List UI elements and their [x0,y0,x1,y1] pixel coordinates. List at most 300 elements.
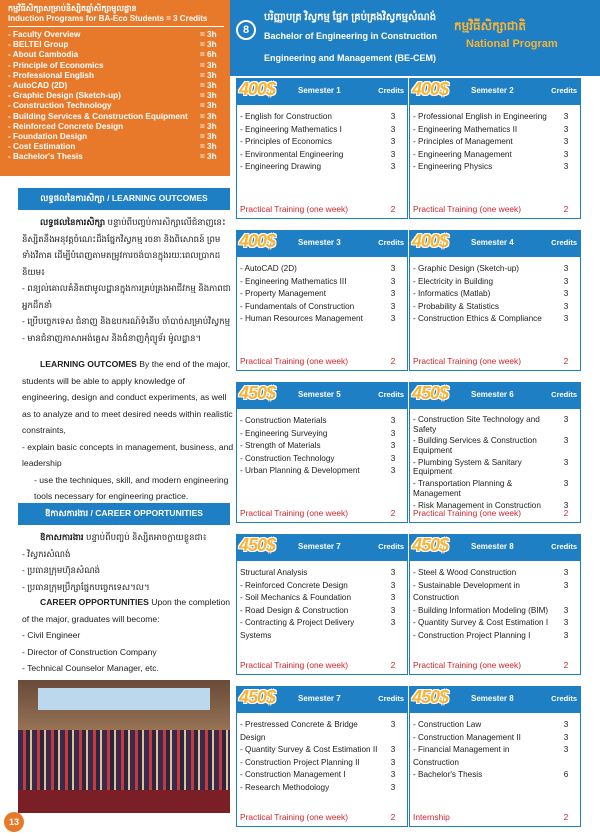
course-name: - English for Construction [240,112,332,121]
course-credits: 6 [563,770,569,780]
course-row [410,732,580,745]
course-name: - Prestressed Concrete & Bridge Design [240,720,358,742]
semester-body [236,561,408,675]
course-name: - Contracting & Project Delivery Systems [240,618,355,640]
course-row [237,605,407,618]
course-credits: 3 [390,124,396,134]
career-en-item: - Director of Construction Company [22,646,157,657]
semester-header [409,534,581,561]
course-credits: 3 [390,770,396,780]
semester-price: 450$ [239,535,276,555]
induction-item [8,101,224,111]
course-credits: 3 [390,428,396,438]
course-name: - Transportation Planning & Management [413,479,513,498]
program-number-badge: 8 [236,20,256,40]
credits-label: Credits [378,238,404,247]
induction-item-name: - Construction Technology [8,101,112,111]
course-row [410,111,580,124]
course-name: - Strength of Materials [240,441,321,451]
semester-box [236,534,408,675]
semester-box [236,686,408,827]
course-name: - Reinforced Concrete Design [240,580,348,590]
course-credits: 3 [563,301,569,311]
course-credits: 3 [390,137,396,147]
course-credits: 3 [563,415,569,424]
practical-name: Practical Training (one week) [413,508,521,518]
photo-graduates [18,730,230,790]
induction-item-hours: = 3h [200,132,217,142]
semester-body [236,257,408,371]
career-opportunities-en [22,594,234,677]
semester-label: Semester 2 [471,86,514,95]
course-credits: 3 [563,500,569,510]
course-credits: 3 [563,568,569,577]
course-credits: 3 [390,466,396,476]
course-name: - Building Services & Construction Equipment [413,436,537,455]
course-row [237,124,407,137]
career-en-item: - Technical Counselor Manager, etc. [22,663,159,673]
practical-name: Practical Training (one week) [240,204,348,214]
induction-item [8,81,224,91]
induction-item-hours: = 3h [200,111,217,121]
induction-item-hours: = 3h [200,30,217,39]
semester-box [409,230,581,371]
semester-price: 400$ [412,79,449,99]
practical-name: Practical Training (one week) [413,204,521,214]
course-credits: 3 [390,568,396,577]
semester-label: Semester 8 [471,542,514,551]
course-name: - Quantity Survey & Cost Estimation I [413,618,549,628]
course-row [410,769,580,782]
course-credits: 3 [390,580,396,590]
semester-label: Semester 8 [471,694,514,703]
course-credits: 3 [390,782,396,792]
induction-item [8,122,224,132]
practical-credits: 2 [390,356,396,366]
course-row [237,465,407,478]
semester-price: 450$ [239,383,276,403]
induction-item-name: - Graphic Design (Sketch-up) [8,91,121,101]
induction-item-name: - Faculty Overview [8,30,81,39]
course-list [410,257,580,326]
career-kh-lead: ឱកាសការងារ [40,532,84,542]
course-row [410,313,580,326]
course-row [237,580,407,593]
course-credits: 3 [390,301,396,311]
course-name: - Bachelor's Thesis [413,770,483,780]
practical-training-row [240,812,407,822]
induction-item-hours: = 3h [200,152,217,162]
practical-credits: 2 [563,660,569,670]
course-name: - AutoCAD (2D) [240,264,297,273]
practical-training-row [413,508,580,518]
induction-item-name: - AutoCAD (2D) [8,81,68,91]
graduation-photo [18,680,230,813]
national-program-kh: កម្មវិធីសិក្សាជាតិ [454,19,526,33]
practical-name: Practical Training (one week) [240,356,348,366]
course-row [410,161,580,174]
induction-item-name: - About Cambodia [8,50,79,60]
course-name: - Property Management [240,289,327,299]
practical-credits: 2 [563,812,569,822]
course-credits: 3 [563,436,569,446]
practical-training-row [413,356,580,366]
course-row [237,136,407,149]
course-name: - Road Design & Construction [240,605,349,615]
course-row [410,136,580,149]
induction-item [8,91,224,101]
photo-banner [38,688,210,710]
semester-header [236,382,408,409]
induction-item [8,112,224,122]
induction-divider [8,26,224,27]
semester-header [236,78,408,105]
course-list [410,713,580,782]
course-name: - Construction Management I [240,770,346,780]
course-credits: 3 [563,457,569,467]
course-list [410,105,580,174]
program-title-en: Bachelor of Engineering in Construction [264,31,438,41]
semester-label: Semester 5 [298,390,341,399]
induction-item-name: - Bachelor's Thesis [8,152,83,162]
course-name: - Research Methodology [240,782,330,792]
program-title-en-line-2: Engineering and Management (BE-CEM) [264,53,437,63]
course-name: - Engineering Mathematics III [240,276,347,286]
course-row [237,288,407,301]
learning-outcomes-en-item: - use the techniques, skill, and modern engineering tools necessary for engineering practice. [34,474,229,501]
learning-outcomes-kh [22,214,234,346]
career-en-lead: CAREER OPPORTUNITIES [40,597,149,607]
course-row [237,276,407,289]
credits-label: Credits [378,694,404,703]
course-row [410,479,580,498]
career-kh-line: - វិស្វករសំណង់ [22,548,71,559]
semester-label: Semester 4 [471,238,514,247]
induction-item [8,40,224,50]
semester-box [409,534,581,675]
course-row [237,617,407,642]
course-row [410,719,580,732]
induction-item-hours: = 3h [200,40,217,50]
practical-training-row [240,204,407,214]
course-row [237,757,407,770]
course-credits: 3 [563,289,569,299]
credits-label: Credits [551,694,577,703]
course-list [237,409,407,478]
course-name: - Principles of Management [413,137,513,147]
induction-item-name: - Professional English [8,70,94,80]
induction-item-hours: = 3h [200,142,217,152]
practical-name: Practical Training (one week) [240,660,348,670]
course-list [237,713,407,795]
course-row [410,149,580,162]
induction-item-hours: = 3h [200,101,217,111]
course-row [410,301,580,314]
national-program-en: National Program [466,38,558,50]
course-credits: 3 [563,314,569,324]
induction-item [8,50,224,60]
career-kh-line: បន្ទាប់ពីបញ្ចប់ និស្សិតអាចក្លាយខ្លួនជា៖ [83,532,207,542]
course-row [237,782,407,795]
course-row [237,592,407,605]
course-name: Structural Analysis [240,568,308,577]
induction-title-en: Induction Programs for BA-Eco Students = 3 Credits [8,14,208,23]
practical-training-row [240,660,407,670]
course-name: - Engineering Surveying [240,428,328,438]
course-row [237,453,407,466]
course-credits: 3 [390,757,396,767]
course-row [237,719,407,744]
course-name: - Construction Project Planning I [413,630,531,640]
induction-item [8,71,224,81]
induction-item-hours: = 3h [200,60,217,70]
course-name: - Urban Planning & Development [240,466,360,476]
credits-label: Credits [378,542,404,551]
course-credits: 3 [563,720,569,729]
course-row [410,605,580,618]
practical-training-row [413,812,580,822]
credits-label: Credits [551,238,577,247]
semester-body [409,257,581,371]
career-kh-line: - ប្រធានក្រុមហ៊ុនសំណង់ [22,565,101,575]
induction-programs-box [0,0,230,176]
learning-outcomes-heading: លទ្ធផលនៃការសិក្សា / LEARNING OUTCOMES [18,188,230,210]
induction-item-hours: = 3h [200,121,217,131]
learning-outcomes-en [22,356,234,505]
course-name: - Human Resources Management [240,314,363,324]
induction-item [8,142,224,152]
course-name: - Informatics (Matlab) [413,289,491,299]
course-list [237,561,407,643]
course-name: - Risk Management in Construction [413,500,541,510]
induction-item-name: - Foundation Design [8,132,88,142]
practical-credits: 2 [390,812,396,822]
course-credits: 3 [563,124,569,134]
course-row [410,124,580,137]
semester-price: 400$ [239,231,276,251]
practical-name: Practical Training (one week) [240,508,348,518]
semester-price: 450$ [239,687,276,707]
course-list [237,105,407,174]
course-name: - Financial Management in Construction [413,745,510,767]
course-name: - Building Information Modeling (BIM) [413,605,549,615]
semester-box [236,382,408,523]
course-credits: 3 [390,441,396,451]
credits-label: Credits [551,390,577,399]
practical-credits: 2 [390,508,396,518]
semester-body [409,105,581,219]
semester-body [236,713,408,827]
course-credits: 3 [563,580,569,590]
course-name: - Construction Law [413,720,482,729]
practical-training-row [240,356,407,366]
course-credits: 3 [563,479,569,489]
learning-outcomes-en-lead: LEARNING OUTCOMES [40,359,137,369]
career-opportunities-heading: ឱកាសការងារ / CAREER OPPORTUNITIES [18,503,230,525]
course-name: - Construction Technology [240,453,335,463]
course-name: - Environmental Engineering [240,149,344,159]
course-name: - Electricity in Building [413,276,494,286]
induction-item [8,61,224,71]
induction-list [8,30,224,163]
course-name: - Engineering Management [413,149,512,159]
practical-credits: 2 [563,204,569,214]
induction-title-kh: កម្មវិធីសិក្សាសម្រាប់និស្សិតឆ្នាំសិក្សាមូលដ្ឋាន [8,4,137,13]
course-name: - Construction Management II [413,732,521,742]
semester-header [236,534,408,561]
semester-header [409,78,581,105]
course-credits: 3 [390,276,396,286]
course-row [237,744,407,757]
course-row [410,617,580,630]
course-name: - Engineering Mathematics II [413,124,518,134]
course-row [237,769,407,782]
course-row [237,567,407,580]
semester-box [409,78,581,219]
practical-name: Internship [413,812,450,822]
semester-box [409,686,581,827]
course-row [410,288,580,301]
course-row [237,313,407,326]
career-en-item: - Civil Engineer [22,630,81,640]
career-en-text: Upon the completion of the major, graduates will become: [22,597,231,624]
semester-body [236,105,408,219]
induction-item-name: - Cost Estimation [8,142,76,152]
semester-price: 400$ [239,79,276,99]
semester-box [409,382,581,523]
course-credits: 3 [390,605,396,615]
course-credits: 3 [390,264,396,273]
course-name: - Quantity Survey & Cost Estimation II [240,745,378,755]
course-row [237,111,407,124]
semester-label: Semester 6 [471,390,514,399]
career-kh-line: - ប្រធានក្រុមប្រឹក្សាផ្នែកបច្ចេកទេស។ល។ [22,581,150,592]
course-name: - Construction Ethics & Compliance [413,314,542,324]
course-row [410,263,580,276]
induction-item [8,132,224,142]
induction-item [8,152,224,162]
course-credits: 3 [563,162,569,172]
program-title-kh: បរិញ្ញាបត្រ វិស្វកម្ម ផ្នែក គ្រប់គ្រងវិស្វកម្មសំណង់ [264,12,437,23]
course-credits: 3 [563,276,569,286]
learning-outcomes-kh-line: - មានជំនាញភាសាអង់គ្លេស និងជំនាញកុំព្យូទ័រ ម៉ូលដ្ឋាន។ [22,332,202,343]
induction-item-name: - BELTEI Group [8,40,69,50]
course-credits: 3 [563,618,569,628]
course-name: - Construction Site Technology and Safety [413,415,540,434]
practical-credits: 2 [563,508,569,518]
course-row [237,415,407,428]
practical-training-row [413,660,580,670]
semester-label: Semester 7 [298,542,341,551]
semester-header [409,230,581,257]
course-row [237,149,407,162]
practical-training-row [240,508,407,518]
learning-outcomes-en-text: By the end of the major, students will be able to apply knowledge of engineering, design and conduct experiments, as well as to analyze and to meet desired needs within realistic constraints, [22,359,233,435]
credits-label: Credits [378,390,404,399]
course-row [410,630,580,643]
practical-name: Practical Training (one week) [240,812,348,822]
semester-price: 450$ [412,383,449,403]
page-number: 13 [4,812,24,832]
semester-label: Semester 7 [298,694,341,703]
practical-credits: 2 [390,204,396,214]
semester-body [236,409,408,523]
practical-credits: 2 [390,660,396,670]
semester-body [409,713,581,827]
course-credits: 3 [563,605,569,615]
induction-item-name: - Reinforced Concrete Design [8,121,124,131]
induction-item-name: - Principle of Economics [8,60,104,70]
course-credits: 3 [390,745,396,755]
course-row [410,458,580,477]
course-credits: 3 [563,264,569,273]
credits-label: Credits [378,86,404,95]
semester-price: 450$ [412,687,449,707]
course-row [410,744,580,769]
credits-label: Credits [551,86,577,95]
course-list [237,257,407,326]
course-name: - Plumbing System & Sanitary Equipment [413,457,522,477]
course-row [237,161,407,174]
course-name: - Fundamentals of Construction [240,301,355,311]
course-credits: 3 [390,289,396,299]
course-name: - Sustainable Development in Construction [413,580,520,603]
course-credits: 3 [563,732,569,742]
credits-label: Credits [551,542,577,551]
practical-credits: 2 [563,356,569,366]
course-name: - Graphic Design (Sketch-up) [413,264,520,273]
course-credits: 3 [390,593,396,603]
semester-header [236,686,408,713]
course-name: - Construction Materials [240,416,327,425]
course-name: - Engineering Mathematics I [240,124,342,134]
learning-outcomes-kh-line: បន្ទាប់ពីបញ្ចប់ការសិក្សាលើជំនាញនេះ និស្សិតនឹងអនុវត្តចំណេះដឹងផ្នែកវិស្វកម្ម រចនា និងពិសោធន៍ ព្រមទាំងវិភាគ ដើម្បីបំពេញតាមតម្រូវការចង់បានក្នុងរយៈពេលប្រាកដនិយម៖ [22,217,226,277]
learning-outcomes-kh-line: - ប្រើបច្ចេកទេស ជំនាញ និងឧបករណ៍ទំនើប ចាំបាច់សម្រាប់វិស្វកម្ម [22,316,231,326]
semester-box [236,230,408,371]
semester-label: Semester 3 [298,238,341,247]
course-name: - Steel & Wood Construction [413,568,517,577]
course-row [410,276,580,289]
course-credits: 3 [390,453,396,463]
semester-body [409,409,581,523]
practical-name: Practical Training (one week) [413,356,521,366]
induction-item-hours: = 6h [200,50,217,60]
course-credits: 3 [390,162,396,172]
program-header [230,0,600,76]
course-credits: 3 [390,314,396,324]
course-credits: 3 [390,149,396,159]
course-name: - Principles of Economics [240,137,332,147]
practical-training-row [413,204,580,214]
course-credits: 3 [390,720,396,729]
induction-item [8,30,224,40]
semester-price: 450$ [412,535,449,555]
course-row [237,263,407,276]
semester-header [409,382,581,409]
course-name: - Engineering Physics [413,162,493,172]
course-row [237,301,407,314]
learning-outcomes-kh-lead: លទ្ធផលនៃការសិក្សា [40,217,106,227]
learning-outcomes-kh-line: - ពន្យល់គោលគំនិតជាមូលដ្ឋានក្នុងការគ្រប់គ្រងអាជីវកម្ម និងភាពជាអ្នកដឹកនាំ [22,283,231,310]
semester-price: 400$ [412,231,449,251]
semester-header [236,230,408,257]
semester-header [409,686,581,713]
course-row [410,415,580,434]
course-row [410,567,580,580]
course-row [410,580,580,605]
semester-box [236,78,408,219]
course-row [237,440,407,453]
